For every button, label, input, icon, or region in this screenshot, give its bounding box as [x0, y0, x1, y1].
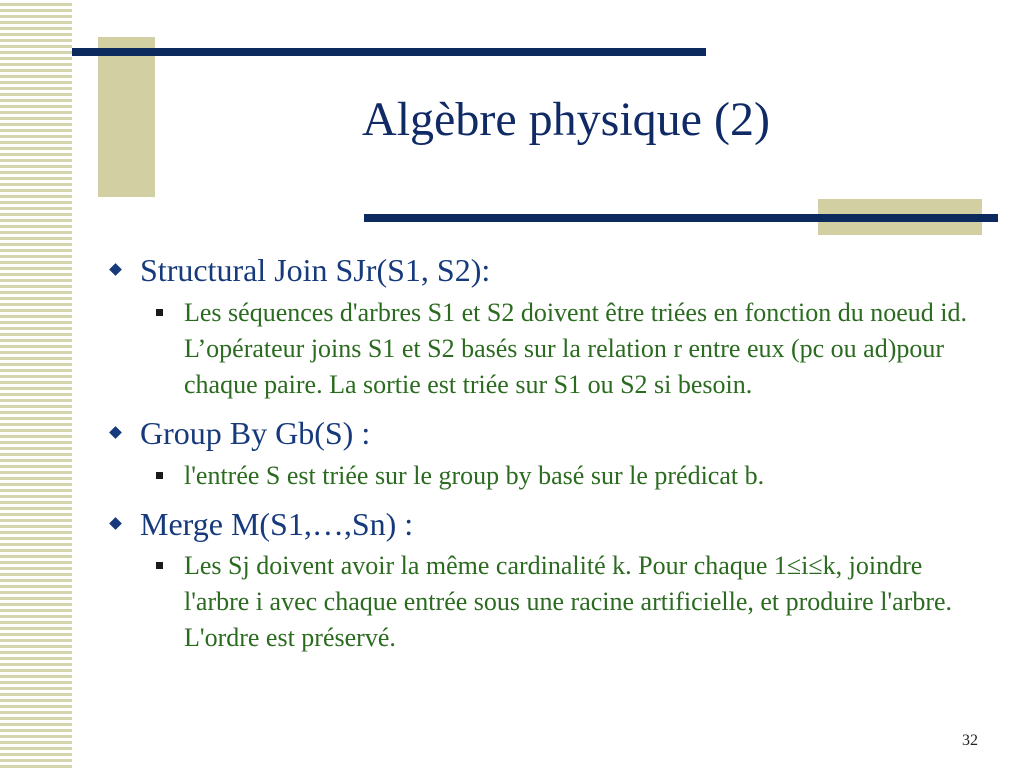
sub-bullet-text: Les Sj doivent avoir la même cardinalité k. Pour chaque 1≤i≤k, joindre l'arbre i avec chaque entrée sous une racine artificielle, et produire l'arbre. L'ordre est préservé.	[184, 551, 953, 653]
bullet-label: Structural Join SJr(S1, S2):	[140, 252, 491, 288]
bullet-label: Group By Gb(S) :	[140, 414, 371, 451]
bullet-label: Merge M(S1,…,Sn) :	[140, 505, 414, 542]
diamond-bullet-icon	[109, 426, 122, 439]
bullet-item-structural-join	[100, 252, 990, 289]
sub-bullet-item	[100, 548, 990, 656]
square-bullet-icon	[156, 562, 163, 569]
bullet-item-group-by	[100, 415, 990, 452]
page-number: 32	[962, 732, 978, 749]
bullet-item-merge	[100, 506, 990, 543]
square-bullet-icon	[156, 309, 163, 316]
slide-content	[100, 252, 990, 656]
diamond-bullet-icon	[109, 517, 122, 530]
sub-bullet-text: l'entrée S est triée sur le group by basé sur le prédicat b.	[184, 460, 765, 490]
decorative-navy-line-top	[72, 48, 706, 56]
decorative-navy-line-bottom	[364, 214, 998, 222]
sub-bullet-item	[100, 458, 990, 494]
slide-title: Algèbre physique (2)	[362, 93, 770, 146]
sub-bullet-text: Les séquences d'arbres S1 et S2 doivent être triées en fonction du noeud id. L’opérateur joins S1 et S2 basés sur la relation r entre eux (pc ou ad)pour chaque paire. La sortie est triée sur S1 ou S2 si besoin.	[184, 297, 968, 399]
square-bullet-icon	[156, 472, 163, 479]
sub-bullet-item	[100, 295, 990, 403]
diamond-bullet-icon	[109, 263, 122, 276]
